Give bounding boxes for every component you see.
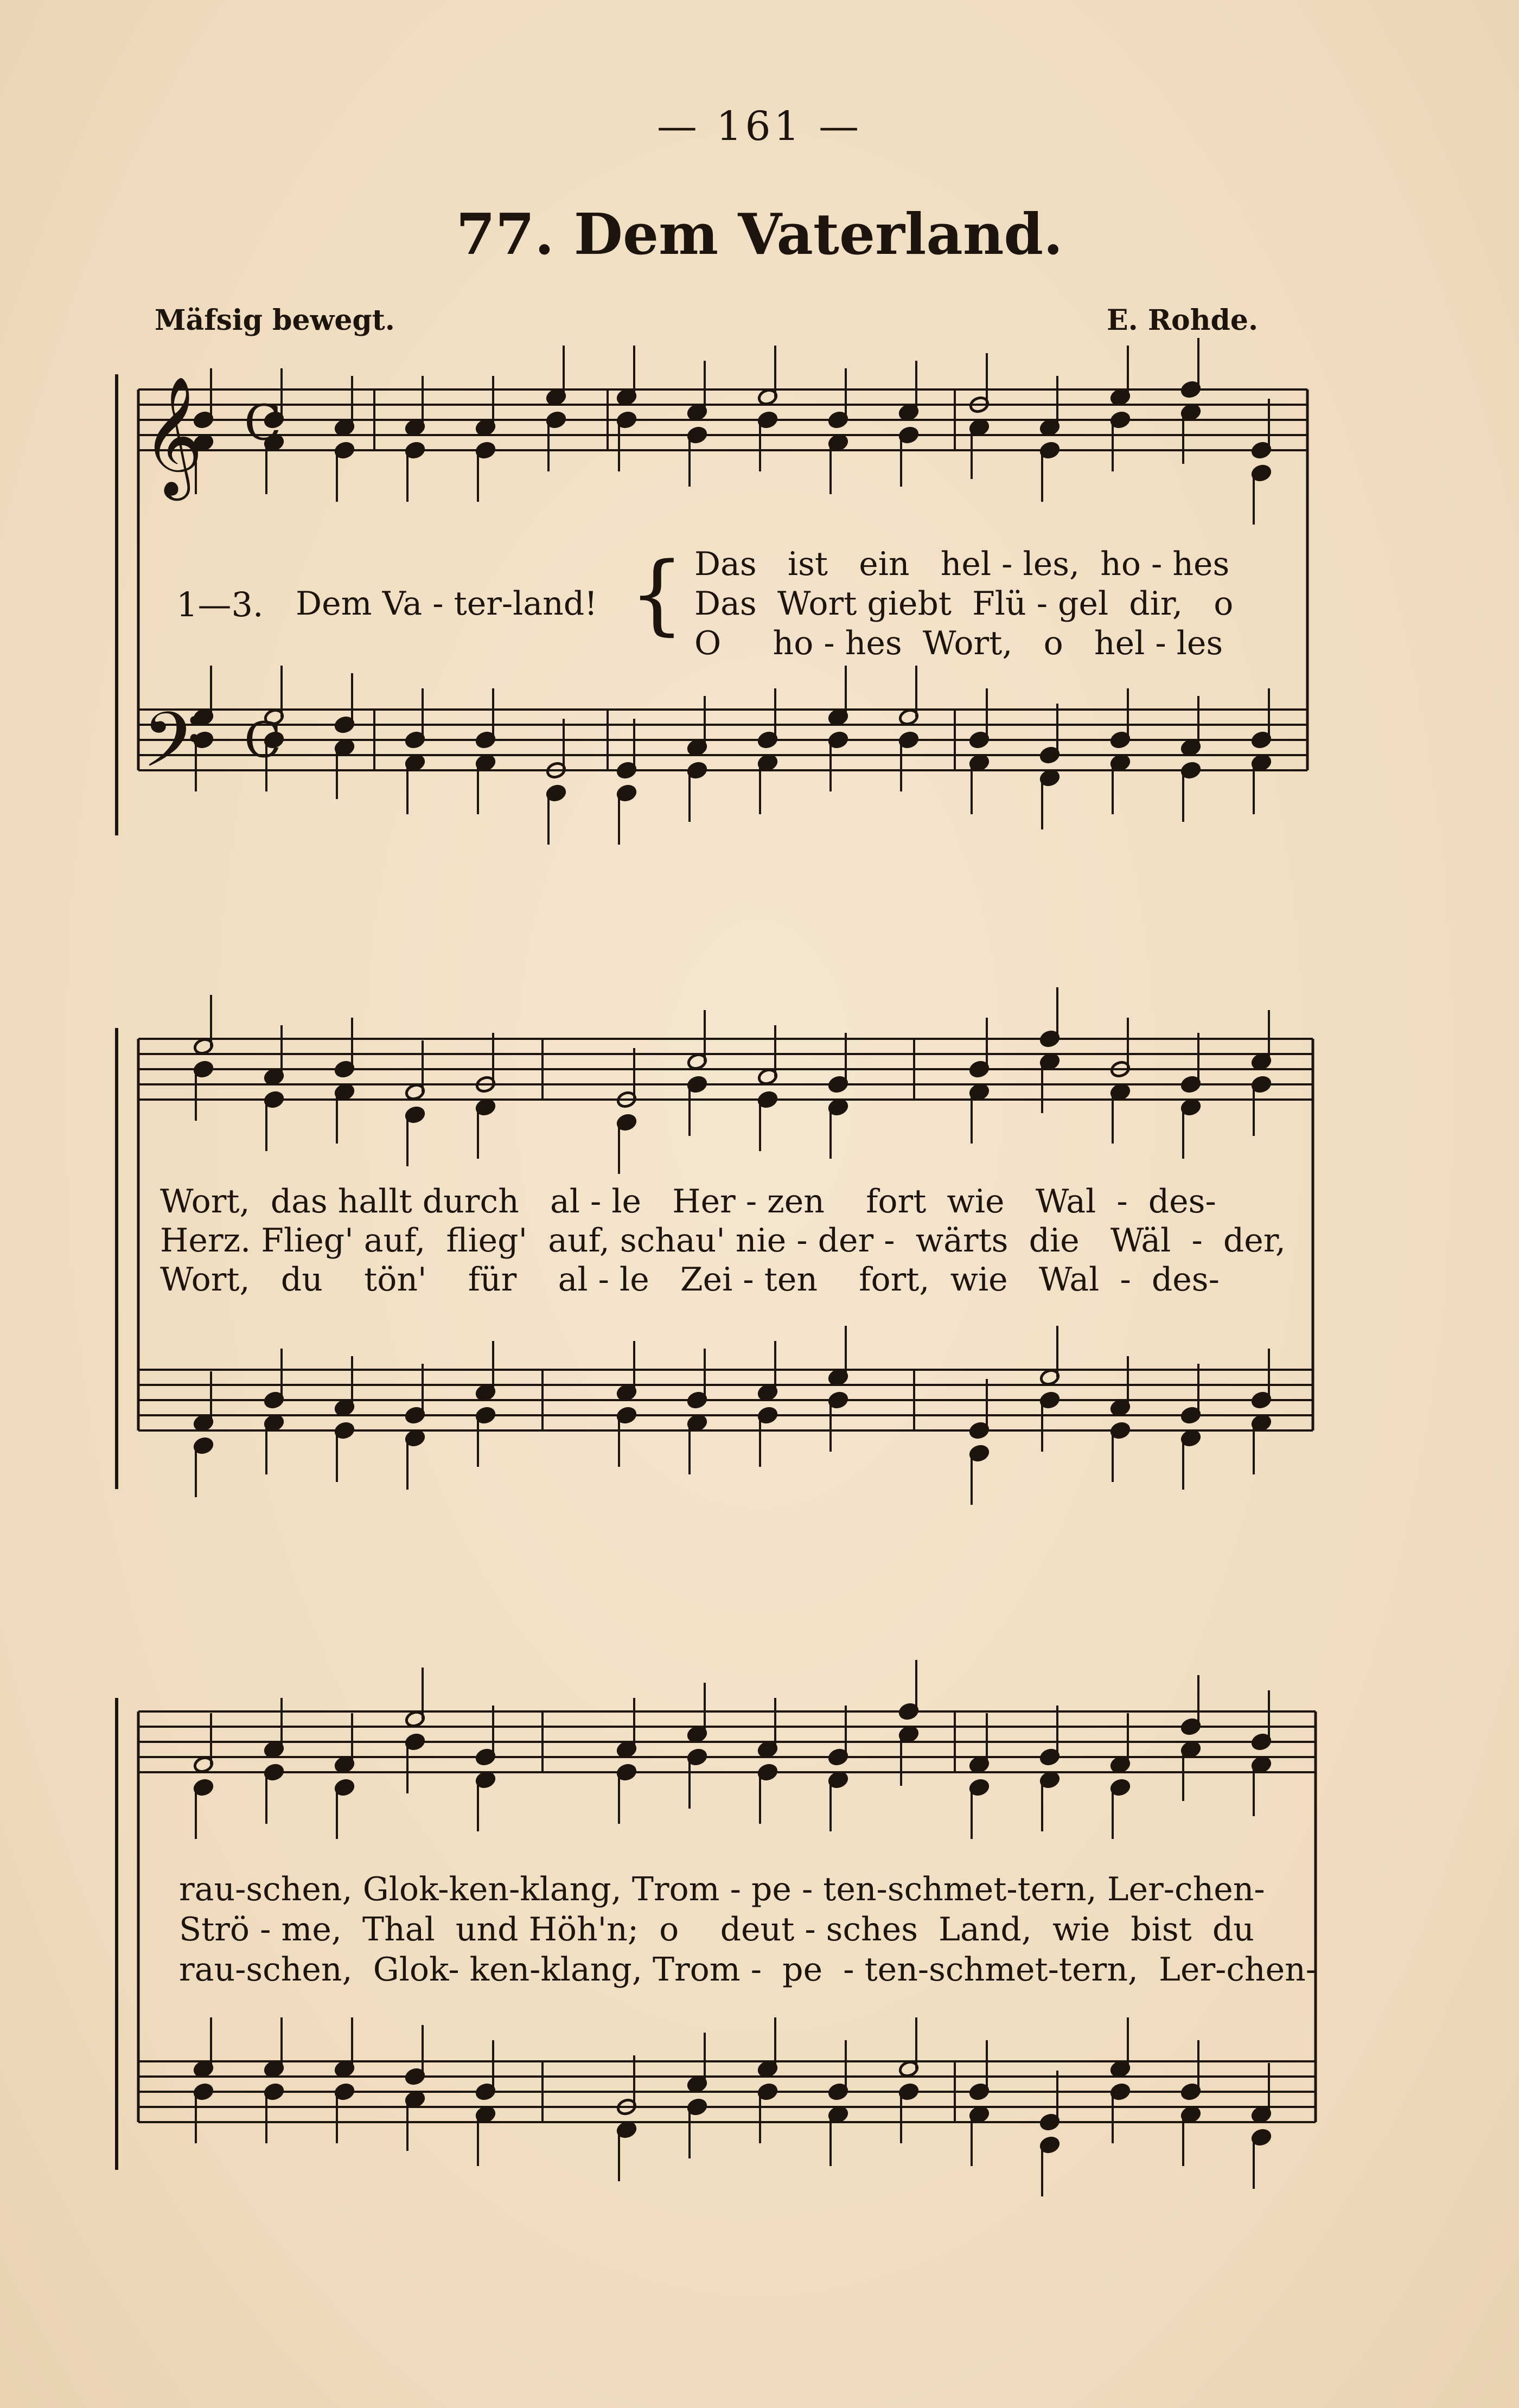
- lyric-line-s2-1: Wort, das hallt durch al - le Her - zen fort wie Wal - des-: [160, 1183, 1216, 1221]
- page-number: — 161 —: [656, 103, 863, 150]
- lyric-line-s3-1: rau-schen, Glok-ken-klang, Trom - pe - ten-schmet-tern, Ler-chen-: [179, 1870, 1265, 1908]
- lyric-line-s1-1: Das ist ein hel - les, ho - hes: [694, 545, 1230, 583]
- lyric-line-s1-3: O ho - hes Wort, o hel - les: [694, 624, 1223, 662]
- song-title: 77. Dem Vaterland.: [456, 201, 1063, 267]
- tempo-marking: Mäfsig bewegt.: [155, 304, 395, 337]
- lyric-line-s2-3: Wort, du tön' für al - le Zei - ten fort, wie Wal - des-: [160, 1261, 1220, 1299]
- lyric-line-s1-2: Das Wort giebt Flü - gel dir, o: [694, 585, 1234, 623]
- svg-text:C: C: [244, 394, 282, 451]
- lyric-line-s3-3: rau-schen, Glok- ken-klang, Trom - pe - ten-schmet-tern, Ler-chen-: [179, 1951, 1317, 1989]
- composer-name: E. Rohde.: [1107, 304, 1259, 337]
- refrain-lyric: Dem Va - ter-land!: [296, 585, 598, 623]
- svg-text:𝄞: 𝄞: [142, 375, 203, 495]
- lyric-line-s2-2: Herz. Flieg' auf, flieg' auf, schau' nie - der - wärts die Wäl - der,: [160, 1222, 1286, 1260]
- lyric-brace: {: [629, 543, 685, 644]
- svg-text:𝄢: 𝄢: [142, 696, 202, 803]
- lyric-line-s3-2: Strö - me, Thal und Höh'n; o deut - sches Land, wie bist du: [179, 1911, 1254, 1949]
- verse-number-label: 1—3.: [176, 585, 264, 624]
- svg-text:C: C: [244, 712, 282, 769]
